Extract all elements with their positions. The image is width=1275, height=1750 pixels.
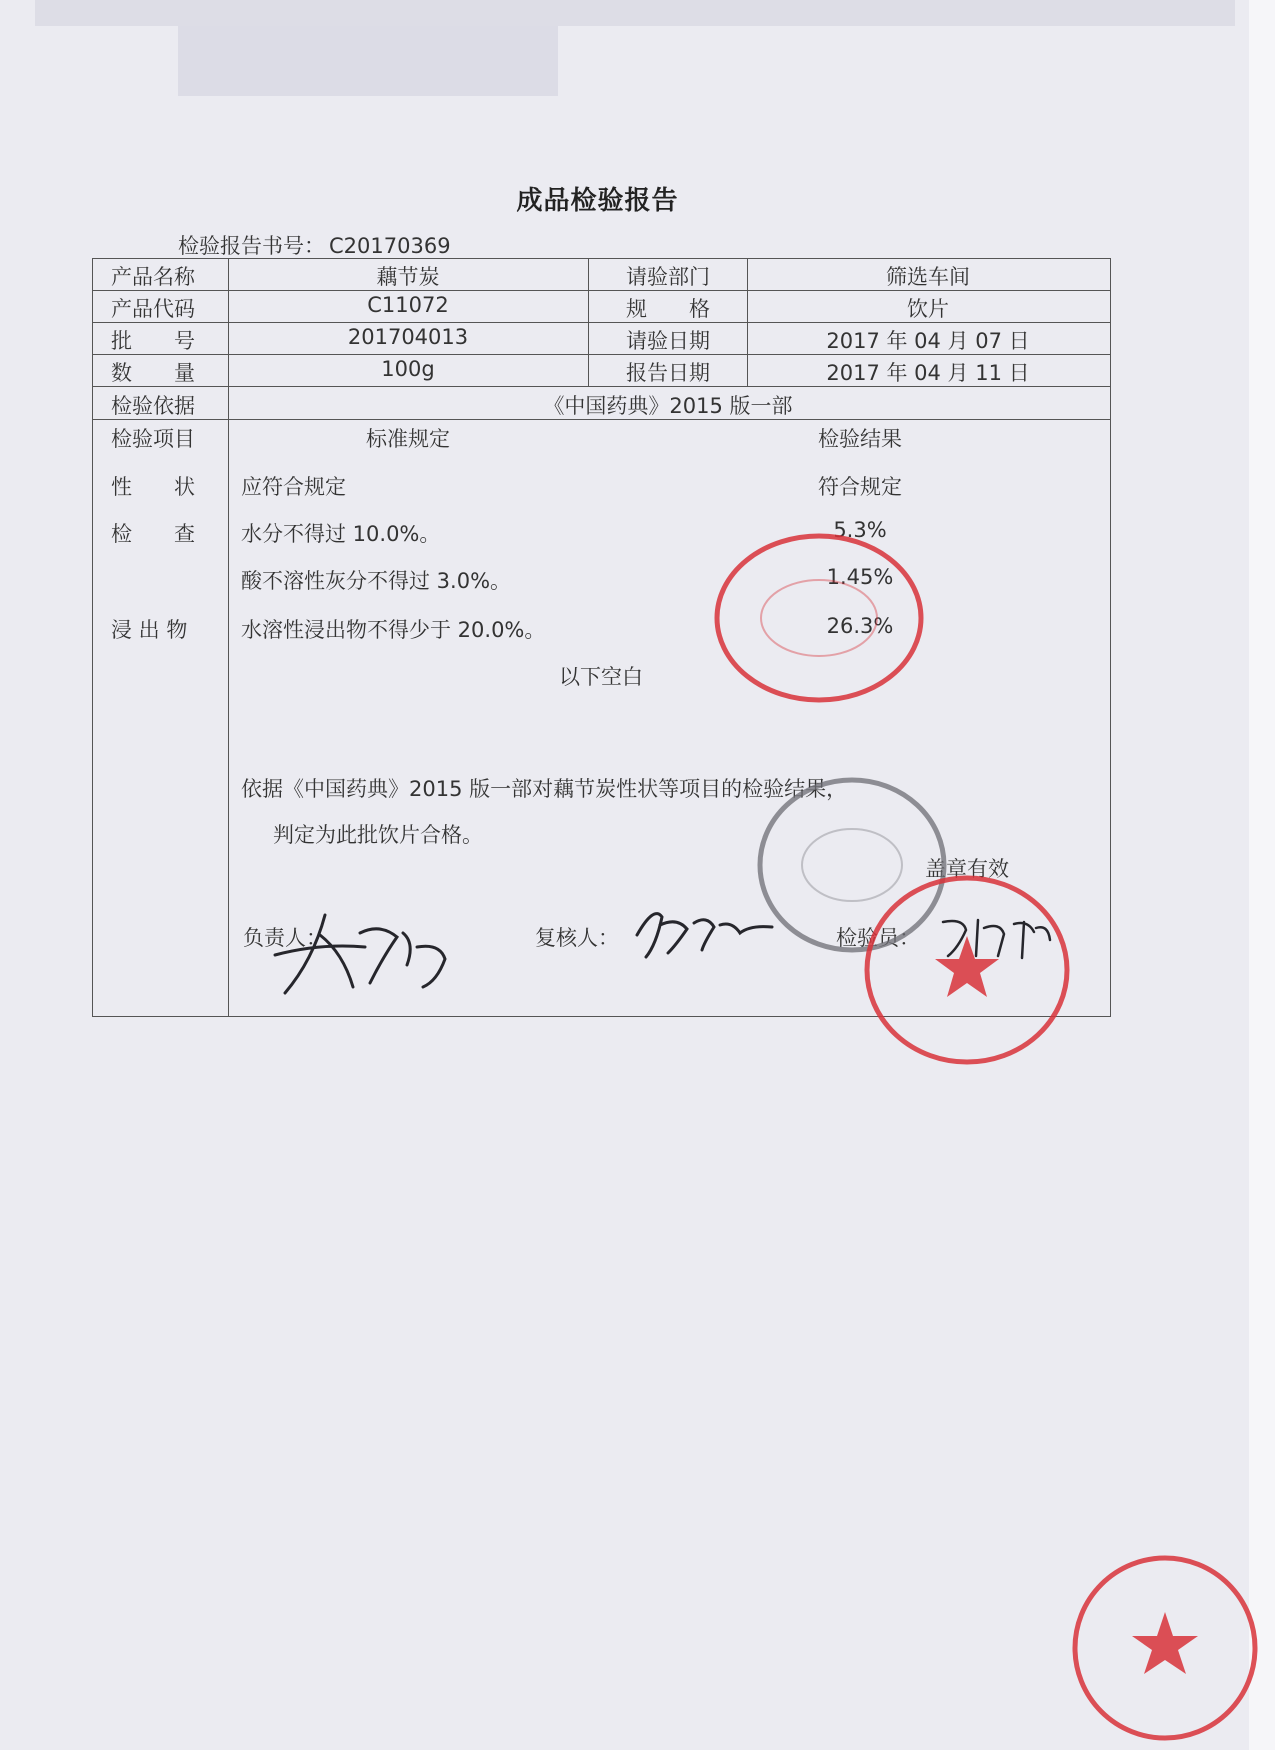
blank-below-note: 以下空白	[559, 665, 643, 689]
spec-value: 饮片	[907, 297, 949, 321]
request-date-label: 请验日期	[626, 329, 710, 353]
conclusion-line-2: 判定为此批饮片合格。	[273, 823, 483, 847]
item-result: 26.3%	[826, 614, 894, 638]
column-rule	[228, 259, 229, 1016]
inspector-label: 检验员：	[836, 926, 920, 950]
red-inspection-stamp-corner	[1067, 1550, 1263, 1746]
report-date-value: 2017 年 04 月 11 日	[826, 361, 1030, 385]
product-name-value: 藕节炭	[376, 265, 440, 289]
basis-value: 《中国药典》2015 版一部	[543, 394, 793, 418]
quantity-label: 数 量	[111, 361, 195, 385]
column-rule	[747, 259, 748, 386]
item-result: 符合规定	[818, 475, 902, 499]
item-result: 1.45%	[826, 565, 894, 589]
item-standard: 酸不溶性灰分不得过 3.0%。	[241, 569, 512, 593]
red-company-stamp-upper	[708, 528, 930, 708]
item-standard: 水分不得过 10.0%。	[241, 522, 441, 546]
basis-label: 检验依据	[111, 394, 195, 418]
items-header-item: 检验项目	[111, 427, 195, 451]
spec-label: 规 格	[626, 297, 710, 321]
items-header-standard: 标准规定	[366, 427, 450, 451]
item-result: 5.3%	[833, 518, 887, 542]
report-date-label: 报告日期	[626, 361, 710, 385]
batch-value: 201704013	[347, 325, 469, 349]
seal-valid-note: 盖章有效	[925, 857, 1009, 881]
red-quality-stamp	[858, 870, 1076, 1070]
scan-edge-top	[35, 0, 1235, 26]
product-name-label: 产品名称	[111, 265, 195, 289]
items-header-result: 检验结果	[818, 427, 902, 451]
row-rule	[93, 322, 1110, 323]
product-code-value: C11072	[367, 293, 449, 317]
product-code-label: 产品代码	[111, 297, 195, 321]
quantity-value: 100g	[381, 357, 435, 381]
reviewer-label: 复核人：	[535, 926, 619, 950]
responsible-label: 负责人：	[243, 926, 327, 950]
item-name: 浸 出 物	[111, 618, 188, 642]
report-number-label: 检验报告书号：	[178, 234, 325, 258]
report-number-value: C20170369	[329, 234, 451, 258]
report-number	[178, 230, 451, 260]
item-name: 检 查	[111, 522, 195, 546]
responsible-signature	[265, 895, 465, 1000]
column-rule	[588, 259, 589, 386]
batch-label: 批 号	[111, 329, 195, 353]
request-dept-label: 请验部门	[626, 265, 710, 289]
item-standard: 应符合规定	[241, 475, 346, 499]
item-standard: 水溶性浸出物不得少于 20.0%。	[241, 618, 546, 642]
conclusion-line-1: 依据《中国药典》2015 版一部对藕节炭性状等项目的检验结果，	[241, 777, 848, 801]
item-name: 性 状	[111, 475, 195, 499]
report-title: 成品检验报告	[516, 186, 679, 216]
scan-edge-right	[1249, 0, 1275, 1750]
scan-residue-strip	[178, 26, 558, 96]
request-dept-value: 筛选车间	[886, 265, 970, 289]
request-date-value: 2017 年 04 月 07 日	[826, 329, 1030, 353]
